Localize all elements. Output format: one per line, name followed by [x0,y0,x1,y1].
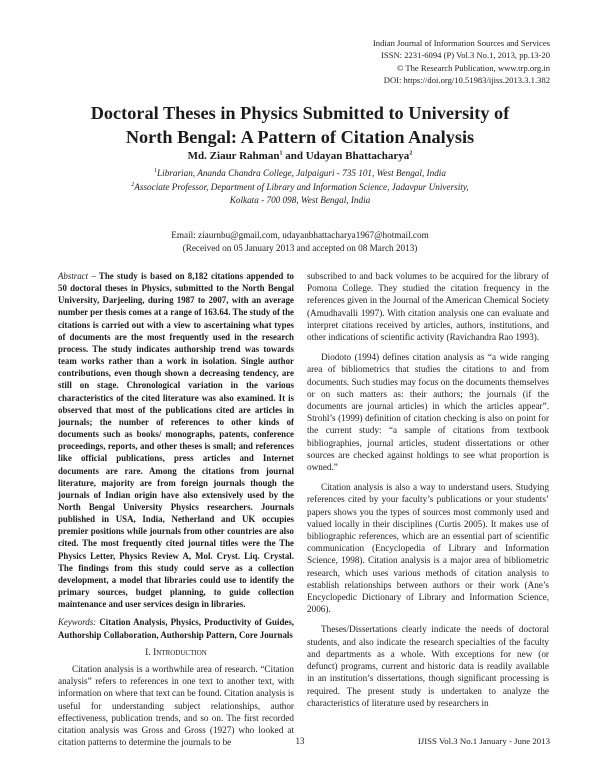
right-column [307,270,549,709]
title-line-1: Doctoral Theses in Physics Submitted to University of [90,103,510,123]
author-1-mark: 1 [279,150,283,157]
title-line-2: North Bengal: A Pattern of Citation Analysis [125,127,475,147]
issn-line: ISSN: 2231-6094 (P) Vol.3 No.1, 2013, pp.13-20 [381,50,550,61]
page-number: 13 [295,736,305,746]
right-paragraph-3: Citation analysis is also a way to understand users. Studying references cited by your faculty’s publications or your students’ papers shows you the types of sources most commonly used and valued locally in their disciplines (Curtis 2005). It makes use of bibliographic references, which are an essential part of scientific communication (Encyclopedia of Library and Information Science, 1998). Citation analysis is a major area of bibliometric research, which uses various methods of citation analysis to establish relationships between authors or their work (Ane’s Encyclopedic Dictionary of Library and Information Science, 2006). [307,482,549,615]
abstract-label: Abstract – [58,271,96,281]
doi-line: DOI: https://doi.org/10.51983/ijiss.2013.3.1.382 [383,74,550,85]
abstract-text: The study is based on 8,182 citations appended to 50 doctoral theses in Physics, submitted to the North Bengal University, Darjeeling, during 1987 to 2007, with an average number per thesis comes at a range of 163.64. The study of the citations is carried out with a view to ascertaining what types of documents are the most frequently used in the research process. The study indicates authorship trend was towards team works rather than a work in isolation. Single author contributions, even though shown a decreasing tendency, are still on stage. Chronological variation in the various characteristics of the cited literature was also examined. It is observed that most of the publications cited are articles in journals; the number of references to other kinds of documents such as books/ monographs, patents, conference proceedings, reports, and other theses is small; and references like official publications, press articles and Internet documents are rare. Among the citations from journal literature, majority are from foreign journals though the journals of Indian origin have also extensively used by the North Bengal University Physics researchers. Journals published in USA, India, Netherland and UK occupies premier positions while journals from other countries are also cited. The most frequently cited journal titles were the The Physics Letter, Physics Review A, Mol. Cryst. Liq. Crystal. The findings from this study could serve as a collection development, a model that libraries could use to identify the primary sources, budget planning, to guide collection maintenance and user services design in libraries. [58,271,294,610]
journal-name: Indian Journal of Information Sources and Services [372,38,550,48]
keywords-label: Keywords: [58,617,97,628]
right-paragraph-1: subscribed to and back volumes to be acquired for the library of Pomona College. They studied the citation frequency in the references given in the Journal of the American Chemical Society (Amudhavalli 1997). With citation analysis one can evaluate and interpret citations received by articles, authors, institutions, and other indications of scientific activity (Ravichandra Rao 1993). [307,271,549,343]
keywords [58,616,294,640]
publisher-line: © The Research Publication, www.trp.org.in [396,62,550,73]
email-line: Email: ziaurnbu@gmail.com, udayanbhattacharya1967@hotmail.com [171,230,429,240]
paper-title [0,101,600,149]
affiliation-1 [0,165,600,179]
author-1: Md. Ziaur Rahman [187,150,280,162]
affiliation-2 [0,179,600,193]
section-heading-introduction: I. Introduction [145,647,207,658]
author-2: Udayan Bhattacharya [305,150,410,162]
contact-block [0,229,600,254]
affiliation-1-mark: 1 [154,168,158,174]
keywords-text: Citation Analysis, Physics, Productivity of Guides, Authorship Collaboration, Authorship Pattern, Core Journals [58,617,294,640]
affiliation-2-mark: 2 [131,182,135,189]
affiliations [0,165,600,206]
journal-header [373,37,550,86]
journal-footer: IJISS Vol.3 No.1 January - June 2013 [417,736,550,746]
author-list [0,150,600,162]
left-column [58,270,294,748]
right-paragraph-4: Theses/Dissertations clearly indicate the needs of doctoral students, and also indicate the research specialties of the faculty and departments as a whole. With exceptions for new (or defunct) programs, current and historic data is readily available in an institution’s dissertations, though significant processing is required. The present study is undertaken to analyze the characteristics of literature used by researchers in [307,624,549,708]
received-line: (Received on 05 January 2013 and accepted on 08 March 2013) [182,242,418,253]
affiliation-1-text: Librarian, Ananda Chandra College, Jalpaiguri - 735 101, West Bengal, India [157,168,446,179]
abstract [58,270,294,610]
right-paragraph-2: Diodoto (1994) defines citation analysis as “a wide ranging area of bibliometrics that studies the citations to and from documents. Such studies may focus on the documents themselves or on such matters as: their authors; the journals (if the documents are journal articles) in which the articles appear”. Strohl’s (1999) definition of citation checking is also on point for the current study: “a sample of citations from textbook bibliographies, journal articles, student dissertations or other sources are checked against holdings to see what proportion is owned.” [307,352,549,473]
affiliation-2-cont: Kolkata - 700 098, West Bengal, India [229,194,371,205]
author-2-mark: 2 [409,150,413,157]
affiliation-2-text: Associate Professor, Department of Library and Information Science, Jadavpur University, [134,182,469,193]
intro-paragraph-1: Citation analysis is a worthwhile area of research. “Citation analysis” refers to references in one text to another text, with information on where that text can be found. Citation analysis is useful for understanding subject relationships, author effectiveness, publication trends, and so on. The first recorded citation analysis was Gross and Gross (1927) who looked at citation patterns to determine the journals to be [58,663,295,748]
author-conjunction: and [282,150,306,162]
